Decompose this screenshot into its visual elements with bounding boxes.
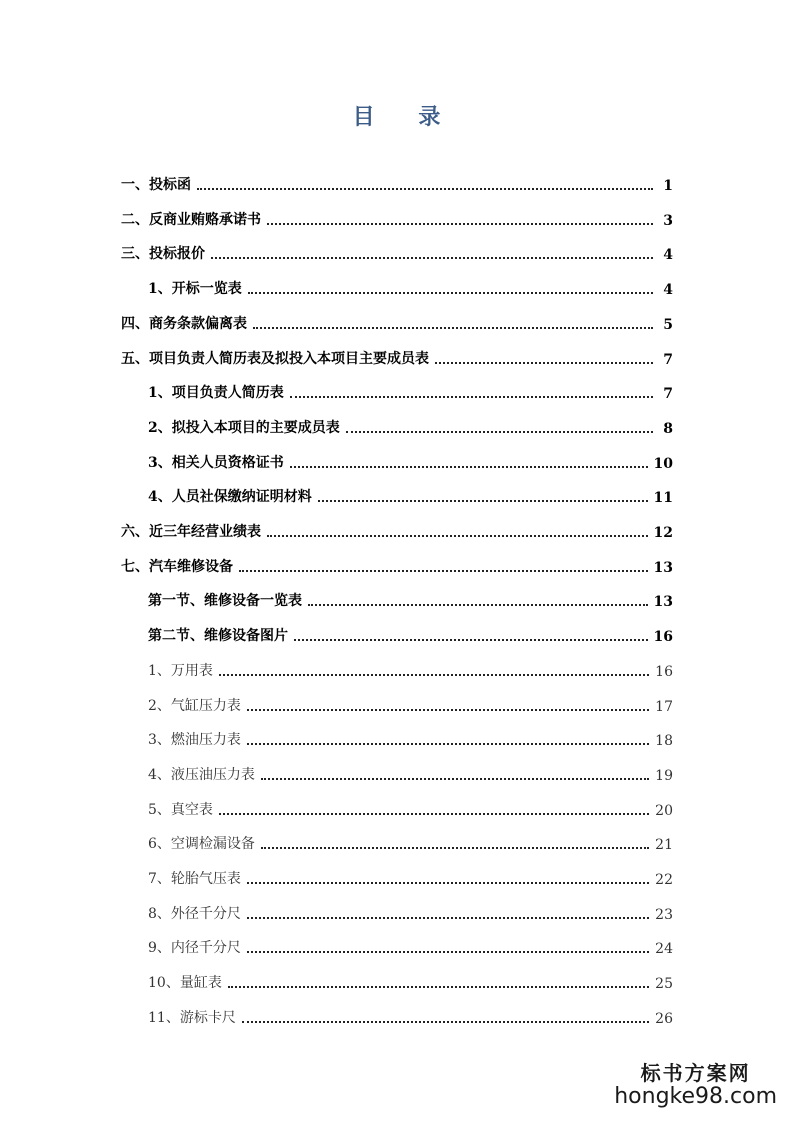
toc-entry[interactable]	[0, 241, 793, 263]
toc-dot-leader	[247, 951, 649, 953]
toc-entry-page-number: 19	[655, 768, 673, 784]
toc-entry[interactable]	[0, 311, 793, 333]
toc-entry[interactable]	[0, 970, 793, 992]
toc-entry-label: 1、开标一览表	[148, 281, 242, 297]
toc-entry[interactable]	[0, 623, 793, 645]
toc-entry-label: 8、外径千分尺	[148, 906, 241, 922]
toc-entry-page-number: 13	[653, 594, 673, 610]
toc-entry-page-number: 13	[653, 560, 673, 576]
toc-entry-label: 第二节、维修设备图片	[148, 628, 288, 644]
toc-entry[interactable]	[0, 658, 793, 680]
toc-entry[interactable]	[0, 346, 793, 368]
toc-entry-page-number: 5	[663, 317, 673, 333]
toc-entry[interactable]	[0, 519, 793, 541]
toc-dot-leader	[247, 743, 649, 745]
toc-title: 目 录	[352, 104, 459, 130]
toc-entry-page-number: 7	[663, 386, 673, 402]
toc-entry-label: 5、真空表	[148, 802, 213, 818]
toc-entry-page-number: 23	[655, 907, 673, 923]
toc-entry[interactable]	[0, 554, 793, 576]
toc-entry[interactable]	[0, 484, 793, 506]
toc-dot-leader	[247, 917, 649, 919]
toc-dot-leader	[247, 709, 649, 711]
toc-entry-label: 五、项目负责人简历表及拟投入本项目主要成员表	[121, 351, 429, 367]
toc-entry-label: 三、投标报价	[121, 246, 205, 262]
toc-dot-leader	[242, 1021, 649, 1023]
toc-entry[interactable]	[0, 380, 793, 402]
toc-entry-page-number: 4	[663, 282, 673, 298]
toc-entry-page-number: 24	[655, 941, 673, 957]
toc-entry-page-number: 1	[663, 178, 673, 194]
toc-dot-leader	[267, 223, 653, 225]
toc-entry-label: 2、气缸压力表	[148, 698, 241, 714]
toc-dot-leader	[318, 500, 648, 502]
toc-entry[interactable]	[0, 935, 793, 957]
toc-dot-leader	[228, 986, 649, 988]
toc-entry[interactable]	[0, 207, 793, 229]
toc-entry-label: 3、燃油压力表	[148, 732, 241, 748]
toc-entry-label: 4、人员社保缴纳证明材料	[148, 489, 312, 505]
toc-dot-leader	[247, 882, 649, 884]
toc-entry-label: 3、相关人员资格证书	[148, 455, 284, 471]
toc-entry-page-number: 20	[655, 803, 673, 819]
toc-dot-leader	[219, 674, 649, 676]
toc-entry[interactable]	[0, 901, 793, 923]
toc-dot-leader	[219, 813, 649, 815]
toc-entry[interactable]	[0, 693, 793, 715]
toc-dot-leader	[261, 847, 649, 849]
toc-dot-leader	[248, 292, 653, 294]
toc-entry-label: 10、量缸表	[148, 975, 222, 991]
toc-entry[interactable]	[0, 172, 793, 194]
toc-entry-page-number: 21	[655, 837, 673, 853]
toc-dot-leader	[253, 327, 653, 329]
toc-dot-leader	[346, 431, 653, 433]
toc-entry-label: 2、拟投入本项目的主要成员表	[148, 420, 340, 436]
toc-entry[interactable]	[0, 1005, 793, 1027]
toc-entry[interactable]	[0, 727, 793, 749]
toc-dot-leader	[197, 188, 653, 190]
watermark-url: hongke98.com	[614, 1084, 777, 1109]
toc-dot-leader	[290, 466, 648, 468]
toc-entry-page-number: 10	[653, 456, 673, 472]
toc-entry-label: 四、商务条款偏离表	[121, 316, 247, 332]
toc-entry-page-number: 17	[655, 699, 673, 715]
toc-entry[interactable]	[0, 276, 793, 298]
toc-entry-page-number: 4	[663, 247, 673, 263]
toc-entry-page-number: 8	[663, 421, 673, 437]
toc-entry-page-number: 18	[655, 733, 673, 749]
toc-entry-label: 9、内径千分尺	[148, 940, 241, 956]
watermark-site-name: 标书方案网	[640, 1061, 751, 1085]
toc-entry-page-number: 7	[663, 352, 673, 368]
toc-entry-page-number: 11	[653, 490, 673, 506]
toc-entry-label: 11、游标卡尺	[148, 1010, 236, 1026]
toc-entry-label: 7、轮胎气压表	[148, 871, 241, 887]
toc-entry-page-number: 3	[663, 213, 673, 229]
toc-dot-leader	[211, 257, 653, 259]
toc-entry-label: 二、反商业贿赂承诺书	[121, 212, 261, 228]
toc-entry-label: 一、投标函	[121, 177, 191, 193]
toc-entry[interactable]	[0, 866, 793, 888]
toc-entry-label: 1、项目负责人简历表	[148, 385, 284, 401]
toc-dot-leader	[267, 535, 648, 537]
toc-entry-page-number: 16	[653, 629, 673, 645]
toc-entry-page-number: 26	[655, 1011, 673, 1027]
toc-entry-page-number: 12	[653, 525, 673, 541]
toc-dot-leader	[294, 639, 648, 641]
toc-dot-leader	[435, 362, 653, 364]
toc-entry-page-number: 22	[655, 872, 673, 888]
toc-dot-leader	[261, 778, 649, 780]
toc-entry-label: 4、液压油压力表	[148, 767, 255, 783]
toc-entry-label: 6、空调检漏设备	[148, 836, 255, 852]
toc-entry[interactable]	[0, 831, 793, 853]
toc-entry[interactable]	[0, 415, 793, 437]
toc-entry[interactable]	[0, 797, 793, 819]
toc-dot-leader	[290, 396, 653, 398]
watermark	[614, 1057, 777, 1108]
toc-entry-label: 七、汽车维修设备	[121, 559, 233, 575]
toc-dot-leader	[308, 604, 648, 606]
toc-entry[interactable]	[0, 450, 793, 472]
toc-entry-label: 第一节、维修设备一览表	[148, 593, 302, 609]
toc-entry-page-number: 16	[655, 664, 673, 680]
toc-entry-label: 六、近三年经营业绩表	[121, 524, 261, 540]
toc-entry[interactable]	[0, 762, 793, 784]
toc-entry-label: 1、万用表	[148, 663, 213, 679]
toc-entry[interactable]	[0, 588, 793, 610]
toc-entry-page-number: 25	[655, 976, 673, 992]
toc-dot-leader	[239, 570, 648, 572]
